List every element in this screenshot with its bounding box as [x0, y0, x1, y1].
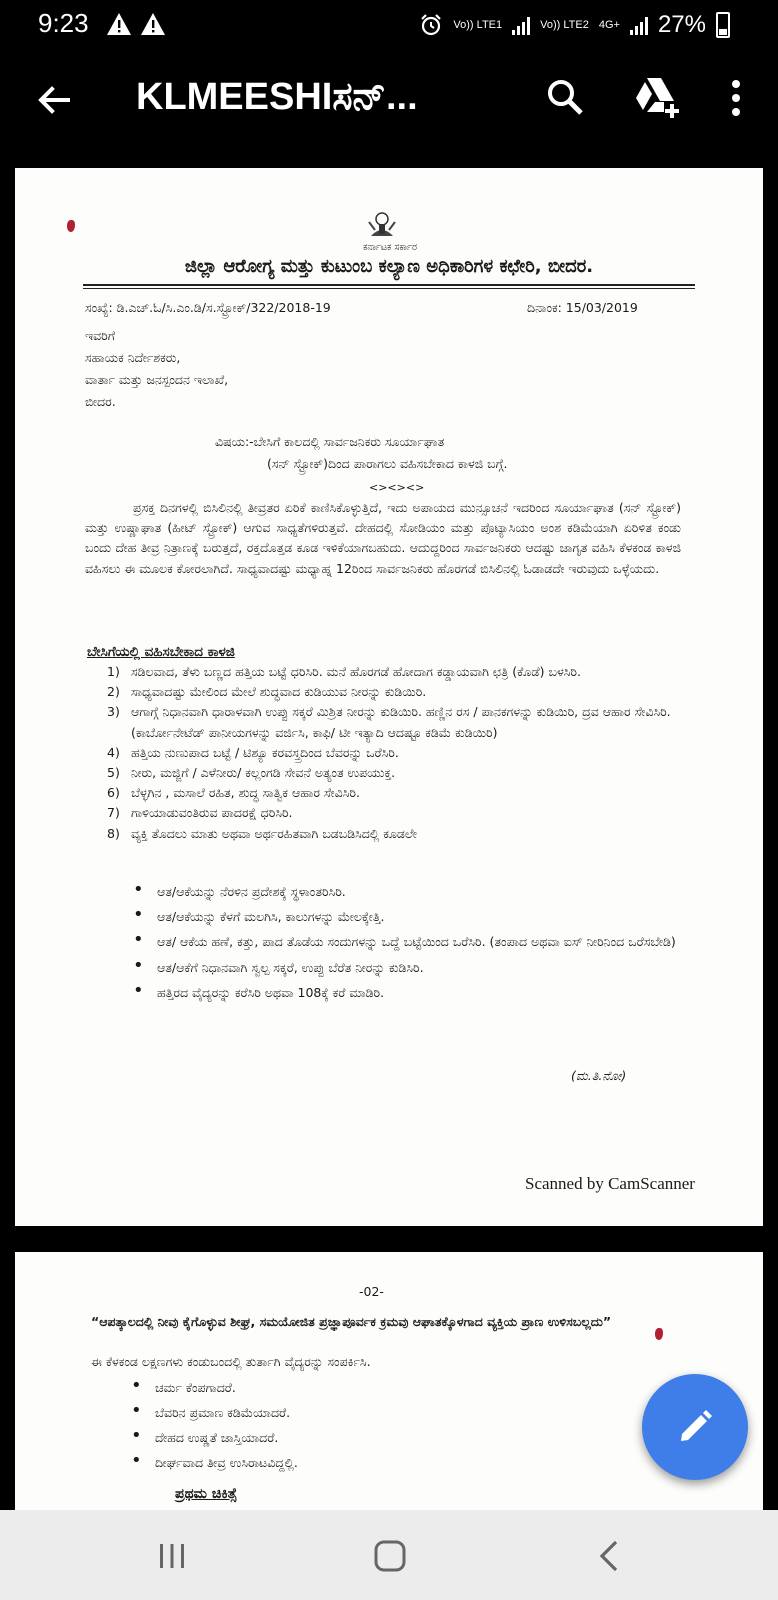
list-item: • ಆತ/ಆಕೆಯನ್ನು ನೆರಳಿನ ಪ್ರದೇಶಕ್ಕೆ ಸ್ಥಳಾಂತರಿಸಿರಿ. — [133, 882, 681, 902]
list-item: • ಬೆವರಿನ ಪ್ರಮಾಣ ಕಡಿಮೆಯಾದರೆ. — [131, 1403, 631, 1423]
edit-fab-button[interactable] — [642, 1374, 748, 1480]
app-bar — [0, 48, 778, 168]
page-number: -02- — [359, 1284, 384, 1299]
home-icon[interactable] — [372, 1538, 408, 1574]
list-item: 5) ನೀರು, ಮಜ್ಜಿಗೆ / ಎಳೆನೀರು/ ಕಲ್ಲಂಗಡಿ ಸೇವನೆ ಅತ್ಯಂತ ಉಪಯುಕ್ತ. — [107, 765, 396, 781]
list-item: • ಆತ/ಆಕೆಯನ್ನು ಕೆಳಗೆ ಮಲಗಿಸಿ, ಕಾಲುಗಳನ್ನು ಮೇಲಕ್ಕೇತ್ತಿ. — [133, 907, 681, 927]
care-heading: ಬೇಸಿಗೆಯಲ್ಲಿ ವಹಿಸಬೇಕಾದ ಕಾಳಜಿ — [87, 644, 235, 660]
edit-pencil-icon — [677, 1409, 713, 1445]
signal-icon — [630, 15, 648, 35]
ink-stain — [67, 220, 75, 232]
list-item: 1) ಸಡಿಲವಾದ, ತೆಳು ಬಣ್ಣದ ಹತ್ತಿಯ ಬಟ್ಟೆ ಧರಿಸಿರಿ. ಮನೆ ಹೊರಗಡೆ ಹೋದಾಗ ಕಡ್ಡಾಯವಾಗಿ ಛತ್ರಿ (ಕೊಡೆ) ಬಳಸಿರಿ. — [107, 664, 581, 679]
section-divider: <><><> — [369, 481, 425, 494]
sim2-label: Vo)) LTE2 — [540, 18, 589, 31]
list-item: • ದೀರ್ಘವಾದ ತೀವ್ರ ಉಸಿರಾಟವಿದ್ದಲ್ಲಿ. — [131, 1453, 631, 1473]
list-item: • ದೇಹದ ಉಷ್ಣತೆ ಜಾಸ್ತಿಯಾದರೆ. — [131, 1428, 631, 1448]
first-aid-heading: ಪ್ರಥಮ ಚಿಕಿತ್ಸೆ — [175, 1486, 238, 1502]
battery-icon — [716, 12, 730, 38]
office-title: ಜಿಲ್ಲಾ ಆರೋಗ್ಯ ಮತ್ತು ಕುಟುಂಬ ಕಲ್ಯಾಣ ಅಧಿಕಾರಿಗಳ ಕಛೇರಿ, ಬೀದರ. — [184, 256, 594, 277]
list-item: 3) ಆಗಾಗ್ಗೆ ನಿಧಾನವಾಗಿ ಧಾರಾಳವಾಗಿ ಉಪ್ಪು ಸಕ್ಕರೆ ಮಿಶ್ರಿತ ನೀರನ್ನು ಕುಡಿಯಿರಿ. ಹಣ್ಣಿನ ರಸ / ಪಾನಕಗಳನ್ನು ಕುಡಿಯಿರಿ, ದ್ರವ ಆಹಾರ ಸೇವಿಸಿರಿ. (ಕಾರ್ಬೋನೇಟೆಡ್ ಪಾನೀಯಗಳನ್ನು ವರ್ಜಿಸಿ, ಕಾಫಿ/ ಟೀ ಇತ್ಯಾದಿ ಆದಷ್ಟೂ ಕಡಿಮೆ ಕುಡಿಯಿರಿ) — [107, 704, 671, 740]
document-title: KLMEESHIಸನ್... — [136, 76, 418, 118]
nav-back-icon[interactable] — [594, 1538, 622, 1574]
battery-percent: 27% — [657, 11, 706, 38]
list-item: • ಚರ್ಮ ಕೆಂಪಗಾದರೆ. — [131, 1378, 631, 1398]
sim2-tech: 4G+ — [598, 18, 620, 31]
quote: “ಆಪತ್ಕಾಲದಲ್ಲಿ ನೀವು ಕೈಗೊಳ್ಳುವ ಶೀಘ್ರ, ಸಮಯೋಜಿತ ಪ್ರಜ್ಞಾಪೂರ್ವಕ ಕ್ರಮವು ಆಘಾತಕ್ಕೊಳಗಾದ ವ್ಯಕ್ತಿಯ ಪ್ರಾಣ ಉಳಿಸಬಲ್ಲದು” — [91, 1314, 612, 1329]
document-date: ದಿನಾಂಕ: 15/03/2019 — [527, 300, 638, 315]
sim1-label: Vo)) LTE1 — [453, 18, 503, 31]
title-underline — [83, 288, 695, 289]
list-item: 7) ಗಾಳಿಯಾಡುವಂತಿರುವ ಪಾದರಕ್ಷೆ ಧರಿಸಿರಿ. — [107, 805, 293, 821]
signal-icon — [512, 15, 530, 35]
list-item: • ಆತ/ಆಕೆಗೆ ನಿಧಾನವಾಗಿ ಸ್ವಲ್ಪ ಸಕ್ಕರೆ, ಉಪ್ಪು ಬೆರೆತ ನೀರನ್ನು ಕುಡಿಸಿರಿ. — [133, 958, 681, 978]
signature: (ಮ.ತಿ.ನೋ) — [571, 1068, 627, 1083]
drive-add-icon[interactable] — [630, 74, 680, 120]
status-time: 9:23 — [38, 8, 89, 38]
search-icon[interactable] — [542, 74, 588, 120]
status-bar — [0, 0, 778, 48]
list-item: 6) ಬೆಳ್ಳಗಿನ , ಮಸಾಲೆ ರಹಿತ, ಶುದ್ಧ ಸಾತ್ವಿಕ ಆಹಾರ ಸೇವಿಸಿರಿ. — [107, 785, 360, 801]
government-label: ಕರ್ನಾಟಕ ಸರ್ಕಾರ — [363, 242, 417, 253]
care-list — [107, 662, 681, 844]
more-vert-icon[interactable] — [720, 74, 752, 122]
status-indicators — [419, 8, 730, 42]
action-bullets — [133, 882, 681, 1008]
alarm-icon — [419, 13, 443, 37]
state-emblem-icon — [365, 210, 399, 240]
recent-apps-icon[interactable] — [156, 1540, 188, 1572]
warning-icon — [140, 12, 166, 36]
list-item: 2) ಸಾಧ್ಯವಾದಷ್ಟು ಮೇಲಿಂದ ಮೇಲೆ ಶುದ್ಧವಾದ ಕುಡಿಯುವ ನೀರನ್ನು ಕುಡಿಯಿರಿ. — [107, 684, 427, 700]
list-item: 8) ವ್ಯಕ್ತಿ ತೊದಲು ಮಾತು ಅಥವಾ ಅರ್ಥರಹಿತವಾಗಿ ಬಡಬಡಿಸಿದಲ್ಲಿ ಕೂಡಲೇ — [107, 825, 417, 841]
addressee-line: ಬೀದರ. — [85, 394, 116, 409]
document-page-1 — [15, 168, 763, 1226]
document-viewer[interactable] — [0, 168, 778, 1510]
camscanner-watermark: Scanned by CamScanner — [525, 1174, 695, 1193]
warning-icon — [106, 12, 132, 36]
list-item: 4) ಹತ್ತಿಯ ನುಣುಪಾದ ಬಟ್ಟೆ / ಟಿಶ್ಯೂ ಕರವಸ್ತ್ರದಿಂದ ಬೆವರನ್ನು ಒರೆಸಿರಿ. — [107, 744, 399, 760]
addressee-line: ಇವರಿಗೆ — [85, 328, 116, 343]
list-item: • ಆತ/ ಆಕೆಯ ಹಣೆ, ಕತ್ತು, ಪಾದ ತೊಡೆಯ ಸಂದುಗಳನ್ನು ಒದ್ದೆ ಬಟ್ಟೆಯಿಂದ ಒರೆಸಿರಿ. (ತಂಪಾದ ಅಥವಾ ಐಸ್ ನೀರಿನಿಂದ ಒರೆಸಬೇಡಿ) — [133, 932, 681, 952]
addressee-line: ಸಹಾಯಕ ನಿರ್ದೇಶಕರು, — [85, 350, 181, 365]
instruction-line: ಈ ಕೆಳಕಂಡ ಲಕ್ಷಣಗಳು ಕಂಡುಬಂದಲ್ಲಿ ತುರ್ತಾಗಿ ವೈದ್ಯರನ್ನು ಸಂಪರ್ಕಿಸಿ. — [91, 1354, 371, 1369]
title-underline — [83, 284, 695, 286]
reference-number: ಸಂಖ್ಯೆ: ಡಿ.ಎಚ್.ಓ/ಸಿ.ಎಂ.ಡಿ/ಸ.ಸ್ಟ್ರೋಕ್/322/2018-19 — [85, 300, 331, 315]
system-nav-bar — [0, 1510, 778, 1600]
addressee-line: ವಾರ್ತಾ ಮತ್ತು ಜನಸ್ಪಂದನ ಇಲಾಖೆ, — [85, 372, 229, 387]
back-arrow-icon[interactable] — [30, 76, 78, 124]
subject-line: (ಸನ್ ಸ್ಟ್ರೋಕ್)ದಿಂದ ಪಾರಾಗಲು ವಹಿಸಬೇಕಾದ ಕಾಳಜಿ ಬಗ್ಗೆ. — [267, 456, 508, 471]
subject-line: ವಿಷಯ:-ಬೇಸಿಗೆ ಕಾಲದಲ್ಲಿ ಸಾರ್ವಜನಿಕರು ಸೂರ್ಯಾಘಾತ — [215, 434, 445, 449]
list-item: • ಹತ್ತಿರದ ವೈದ್ಯರನ್ನು ಕರೆಸಿರಿ ಅಥವಾ 108ಕ್ಕೆ ಕರೆ ಮಾಡಿರಿ. — [133, 983, 681, 1003]
document-page-2 — [15, 1252, 763, 1510]
body-paragraph: ಪ್ರಸಕ್ತ ದಿನಗಳಲ್ಲಿ ಬಿಸಿಲಿನಲ್ಲಿ ತೀವ್ರತರ ಏರಿಕೆ ಕಾಣಿಸಿಕೊಳ್ಳುತ್ತಿದೆ, ಇದು ಅಪಾಯದ ಮುನ್ಸೂಚನೆ ಇದರಿಂದ ಸೂರ್ಯಾಘಾತ (ಸನ್ ಸ್ಟ್ರೋಕ್) ಮತ್ತು ಉಷ್ಣಾಘಾತ (ಹೀಟ್ ಸ್ಟ್ರೋಕ್) ಆಗುವ ಸಾಧ್ಯತೆಗಳಿರುತ್ತವೆ. ದೇಹದಲ್ಲಿ ಸೋಡಿಯಂ ಮತ್ತು ಪೊಟ್ಯಾಸಿಯಂ ಅಂಶ ಕಡಿಮೆಯಾಗಿ ಏರಿಳಿತ ಕಂಡು ಬಂದು ದೇಹ ತೀವ್ರ ನಿತ್ರಾಣಕ್ಕೆ ಬರುತ್ತದೆ, ರಕ್ತದೊತ್ತಡ ಕೂಡ ಇಳಿಕೆಯಾಗಬಹುದು. ಆದುದ್ದರಿಂದ ಸಾರ್ವಜನಿಕರು ಆದಷ್ಟು ಜಾಗೃತ ವಹಿಸಿ ಕೆಳಕಂಡ ಕಾಳಜಿ ವಹಿಸಲು ಈ ಮೂಲಕ ಕೋರಲಾಗಿದೆ. ಸಾಧ್ಯವಾದಷ್ಟು ಮಧ್ಯಾಹ್ನ 12ರಿಂದ ಸಾರ್ವಜನಿಕರು ಹೊರಗಡೆ ಬಿಸಿಲಿನಲ್ಲಿ ಓಡಾಡದೇ ಇರುವುದು ಒಳ್ಳೆಯದು. — [85, 500, 681, 576]
symptom-list — [131, 1378, 631, 1478]
